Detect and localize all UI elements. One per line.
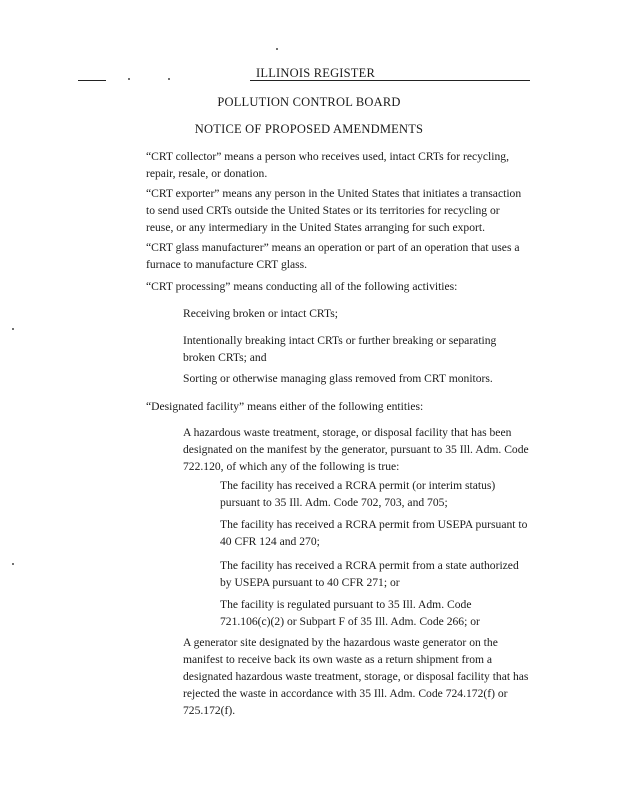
scan-speck bbox=[168, 78, 170, 80]
processing-item-1 bbox=[183, 305, 338, 322]
scan-speck bbox=[276, 48, 278, 50]
def-crt-processing bbox=[146, 278, 457, 295]
register-title: ILLINOIS REGISTER bbox=[256, 66, 376, 80]
facility-option-b bbox=[183, 634, 528, 719]
text-line: pursuant to 35 Ill. Adm. Code 702, 703, and 705; bbox=[220, 496, 448, 509]
text-line: designated on the manifest by the generator, pursuant to 35 Ill. Adm. Code bbox=[183, 443, 529, 456]
text-line: “CRT collector” means a person who receives used, intact CRTs for recycling, bbox=[146, 150, 509, 163]
text-line: broken CRTs; and bbox=[183, 351, 267, 364]
facility-a-item-2 bbox=[220, 516, 527, 550]
scan-speck bbox=[128, 78, 130, 80]
text-line: The facility has received a RCRA permit from a state authorized bbox=[220, 559, 519, 572]
text-line: to send used CRTs outside the United States or its territories for recycling or bbox=[146, 204, 500, 217]
def-crt-collector bbox=[146, 148, 509, 182]
scan-speck bbox=[12, 563, 14, 565]
def-crt-exporter bbox=[146, 185, 521, 236]
text-line: Receiving broken or intact CRTs; bbox=[183, 307, 338, 320]
text-line: The facility has received a RCRA permit from USEPA pursuant to bbox=[220, 518, 528, 531]
text-line: 725.172(f). bbox=[183, 704, 236, 717]
text-line: designated hazardous waste treatment, storage, or disposal facility that has bbox=[183, 670, 529, 683]
text-line: repair, resale, or donation. bbox=[146, 167, 268, 180]
text-line: A hazardous waste treatment, storage, or disposal facility that has been bbox=[183, 426, 512, 439]
notice-title: NOTICE OF PROPOSED AMENDMENTS bbox=[194, 122, 424, 136]
def-designated-facility bbox=[146, 398, 423, 415]
text-line: “CRT exporter” means any person in the United States that initiates a transaction bbox=[146, 187, 522, 200]
processing-item-2 bbox=[183, 332, 496, 366]
text-line: Intentionally breaking intact CRTs or further breaking or separating bbox=[183, 334, 497, 347]
board-title: POLLUTION CONTROL BOARD bbox=[217, 95, 401, 109]
text-line: The facility has received a RCRA permit (or interim status) bbox=[220, 479, 496, 492]
text-line: 40 CFR 124 and 270; bbox=[220, 535, 320, 548]
text-line: 722.120, of which any of the following is true: bbox=[183, 460, 400, 473]
text-line: “Designated facility” means either of the following entities: bbox=[146, 400, 424, 413]
facility-a-item-3 bbox=[220, 557, 519, 591]
text-line: by USEPA pursuant to 40 CFR 271; or bbox=[220, 576, 400, 589]
processing-item-3 bbox=[183, 370, 493, 387]
facility-option-a bbox=[183, 424, 529, 475]
text-line: furnace to manufacture CRT glass. bbox=[146, 258, 308, 271]
text-line: The facility is regulated pursuant to 35 Ill. Adm. Code bbox=[220, 598, 472, 611]
text-line: 721.106(c)(2) or Subpart F of 35 Ill. Adm. Code 266; or bbox=[220, 615, 480, 628]
text-line: Sorting or otherwise managing glass removed from CRT monitors. bbox=[183, 372, 493, 385]
text-line: “CRT glass manufacturer” means an operation or part of an operation that uses a bbox=[146, 241, 520, 254]
facility-a-item-1 bbox=[220, 477, 495, 511]
text-line: reuse, or any intermediary in the United States arranging for such export. bbox=[146, 221, 486, 234]
text-line: manifest to receive back its own waste as a return shipment from a bbox=[183, 653, 493, 666]
header-rule-left bbox=[78, 80, 106, 81]
scan-speck bbox=[12, 328, 14, 330]
text-line: rejected the waste in accordance with 35 Ill. Adm. Code 724.172(f) or bbox=[183, 687, 508, 700]
text-line: “CRT processing” means conducting all of the following activities: bbox=[146, 280, 458, 293]
def-crt-glass-manufacturer bbox=[146, 239, 520, 273]
facility-a-item-4 bbox=[220, 596, 480, 630]
text-line: A generator site designated by the hazardous waste generator on the bbox=[183, 636, 498, 649]
